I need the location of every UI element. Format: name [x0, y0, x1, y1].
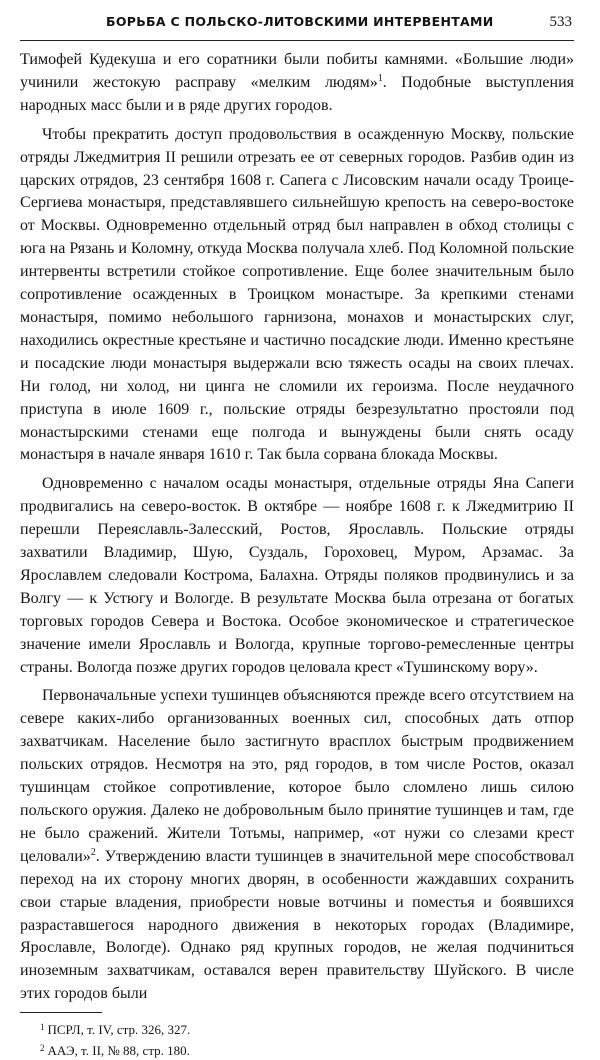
paragraph-northeast-advance: Одновременно с началом осады монастыря, отдельные отряды Яна Сапеги продвигались на северо-восток. В октябре — ноябре 1608 г. к Лжедмитрию II перешли Переяславль-Залесский, Ростов, Ярославль. Польские отряды захватили Владимир, Шую, Суздаль, Гороховец, Муром, Арзамас. За Ярославлем следовали Кострома, Балахна. Отряды поляков продвинулись и за Волгу — к Устюгу и Вологде. В результате Москва была отрезана от богатых торговых городов Севера и Востока. Особое экономическое и стратегическое значение имели Ярославль и Вологда, крупные торгово-ремесленные центры страны. Вологда позже других городов целовала крест «Тушинскому вору». — [20, 475, 574, 676]
footnote-divider — [20, 1012, 102, 1013]
footnote-number: 1 — [40, 1022, 45, 1033]
running-title: БОРЬБА С ПОЛЬСКО-ЛИТОВСКИМИ ИНТЕРВЕНТАМИ — [106, 14, 494, 29]
text-segment: Тимофей Кудекуша и его соратники были побиты камнями. «Большие люди» учинили жестокую расправу «мелким людям» — [20, 51, 574, 91]
body-text — [20, 49, 574, 1006]
footnote — [40, 1018, 574, 1039]
footnote-number: 2 — [40, 1043, 45, 1054]
paragraph-initial-successes — [20, 685, 574, 1006]
page-number: 533 — [549, 14, 572, 30]
text-segment: . Подобные выступления народных масс были и в ряде других городов. — [20, 73, 575, 114]
paragraph-continuation — [20, 49, 574, 118]
footnote-ref-1: 1 — [377, 72, 383, 84]
footnote-text: ПСРЛ, т. IV, стр. 326, 327. — [47, 1022, 191, 1038]
footnote-text: ААЭ, т. II, № 88, стр. 180. — [47, 1043, 190, 1059]
running-header — [20, 14, 574, 41]
footnote — [40, 1039, 574, 1060]
text-segment: . Утверждению власти тушинцев в значительной мере способствовал переход на их сторону многих дворян, в особенности жаждавших сохранить свои старые владения, приобрести новые вотчины и поместья и боявшихся разраставшегося народного движения в некоторых городах (Владимире, Ярославле, Вологде). Однако ряд крупных городов, не желая подчиниться иноземным захватчикам, оставался верен правительству Шуйского. В числе этих городов были — [20, 847, 574, 1003]
footnote-ref-2: 2 — [90, 846, 96, 858]
text-segment: Первоначальные успехи тушинцев объясняются прежде всего отсутствием на севере каких-либо организованных военных сил, способных дать отпор захватчикам. Население было застигнуто врасплох быстрым продвижением польских отрядов. Несмотря на это, ряд городов, в том числе Ростов, оказал тушинцам стойкое сопротивление, которое было сломлено лишь силою польского оружия. Далеко не добровольным было принятие тушинцев и там, где не было сражений. Жители Тотьмы, например, «от нужи со слезами крест целовали» — [20, 687, 574, 865]
footnotes — [20, 1018, 574, 1060]
paragraph-siege-trinity-monastery: Чтобы прекратить доступ продовольствия в осажденную Москву, польские отряды Лжедмитрия II решили отрезать ее от северных городов. Разбив один из царских отрядов, 23 сентября 1608 г. Сапега с Лисовским начали осаду Троице-Сергиева монастыря, представлявшего сильнейшую крепость на северо-востоке от Москвы. Одновременно отдельный отряд был направлен в обход столицы с юга на Рязань и Коломну, откуда Москва получала хлеб. Под Коломной польские интервенты встретили стойкое сопротивление. Еще более значительным было сопротивление осажденных в Троицком монастыре. За крепкими стенами монастыря, помимо небольшого гарнизона, монахов и монастырских слуг, находились окрестные крестьяне и частично посадские люди. Именно крестьяне и посадские люди монастыря выдержали всю тяжесть осады на своих плечах. Ни голод, ни холод, ни цинга не сломили их героизма. После неудачного приступа в июле 1609 г., польские отряды безрезультатно простояли под монастырскими стенами еще полгода и вынуждены были снять осаду монастыря в начале января 1610 г. Так была сорвана блокада Москвы. — [20, 125, 574, 464]
